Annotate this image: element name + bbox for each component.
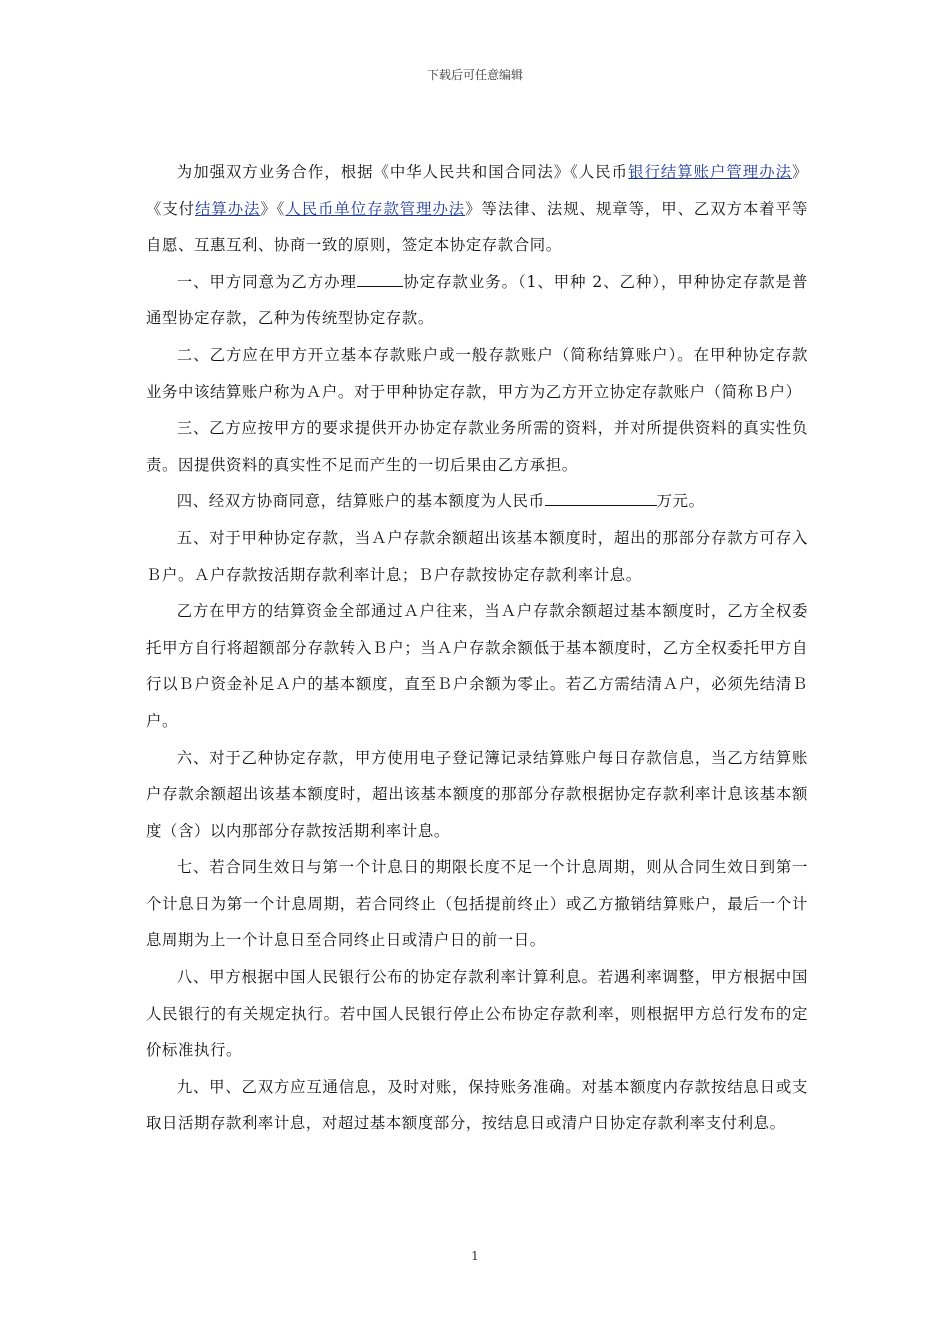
clause-6: 六、对于乙种协定存款，甲方使用电子登记簿记录结算账户每日存款信息，当乙方结算账户存款余额超出该基本额度时，超出该基本额度的那部分存款根据协定存款利率计息该基本额度（含）以内那部分存款按活期利率计息。 (146, 748, 808, 840)
clause-5-continued: 乙方在甲方的结算资金全部通过Ａ户往来，当Ａ户存款余额超过基本额度时，乙方全权委托甲方自行将超额部分存款转入Ｂ户；当Ａ户存款余额低于基本额度时，乙方全权委托甲方自行以Ｂ户资金补足Ａ户的基本额度，直至Ｂ户余额为零止。若乙方需结清Ａ户，必须先结清Ｂ户。 (146, 602, 808, 730)
page-number: 1 (471, 1249, 479, 1263)
clause-7: 七、若合同生效日与第一个计息日的期限长度不足一个计息周期，则从合同生效日到第一个计息日为第一个计息周期，若合同终止（包括提前终止）或乙方撤销结算账户，最后一个计息周期为上一个计息日至合同终止日或清户日的前一日。 (146, 858, 808, 950)
link-settlement-rules[interactable]: 结算办法 (195, 199, 261, 218)
clause-2: 二、乙方应在甲方开立基本存款账户或一般存款账户（简称结算账户）。在甲种协定存款业务中该结算账户称为Ａ户。对于甲种协定存款，甲方为乙方开立协定存款账户（简称Ｂ户） (146, 345, 808, 401)
intro-text-2: 》《支付 (146, 163, 808, 218)
clause-1 (146, 264, 808, 337)
clause-9: 九、甲、乙双方应互通信息，及时对账，保持账务准确。对基本额度内存款按结息日或支取日活期存款利率计息，对超过基本额度部分，按结息日或清户日协定存款利率支付利息。 (146, 1077, 808, 1133)
clause-4 (146, 483, 808, 520)
clause-4-text-after: 万元。 (656, 492, 705, 511)
intro-text-3: 》《 (260, 199, 286, 218)
deposit-type-blank (357, 268, 403, 287)
clause-8: 八、甲方根据中国人民银行公布的协定存款利率计算利息。若遇利率调整，甲方根据中国人民银行的有关规定执行。若中国人民银行停止公布协定存款利率，则根据甲方总行发布的定价标准执行。 (146, 968, 808, 1060)
clause-4-text-before: 四、经双方协商同意，结算账户的基本额度为人民币 (176, 492, 545, 511)
base-amount-blank (545, 487, 657, 506)
link-rmb-unit-deposit-rules[interactable]: 人民币单位存款管理办法 (285, 199, 466, 218)
clause-1-text-before: 一、甲方同意为乙方办理 (176, 272, 357, 291)
intro-text-1: 为加强双方业务合作，根据《中华人民共和国合同法》《人民币 (176, 163, 629, 181)
contract-body (146, 154, 808, 1142)
clause-1-text-after: 协定存款业务。（1、甲种 2、乙种），甲种协定存款是普通型协定存款，乙种为传统型协定存款。 (146, 272, 808, 328)
link-bank-settlement-account-rules[interactable]: 银行结算账户管理办法 (628, 163, 792, 181)
page-header: 下载后可任意编辑 (426, 68, 523, 82)
clause-3: 三、乙方应按甲方的要求提供开办协定存款业务所需的资料，并对所提供资料的真实性负责。因提供资料的真实性不足而产生的一切后果由乙方承担。 (146, 419, 808, 474)
clause-5: 五、对于甲种协定存款，当Ａ户存款余额超出该基本额度时，超出的那部分存款方可存入Ｂ户。Ａ户存款按活期存款利率计息；Ｂ户存款按协定存款利率计息。 (146, 528, 808, 584)
intro-paragraph (146, 154, 808, 264)
intro-text-4: 》等法律、法规、规章等，甲、乙双方本着平等自愿、互惠互利、协商一致的原则，签定本协定存款合同。 (146, 199, 808, 255)
